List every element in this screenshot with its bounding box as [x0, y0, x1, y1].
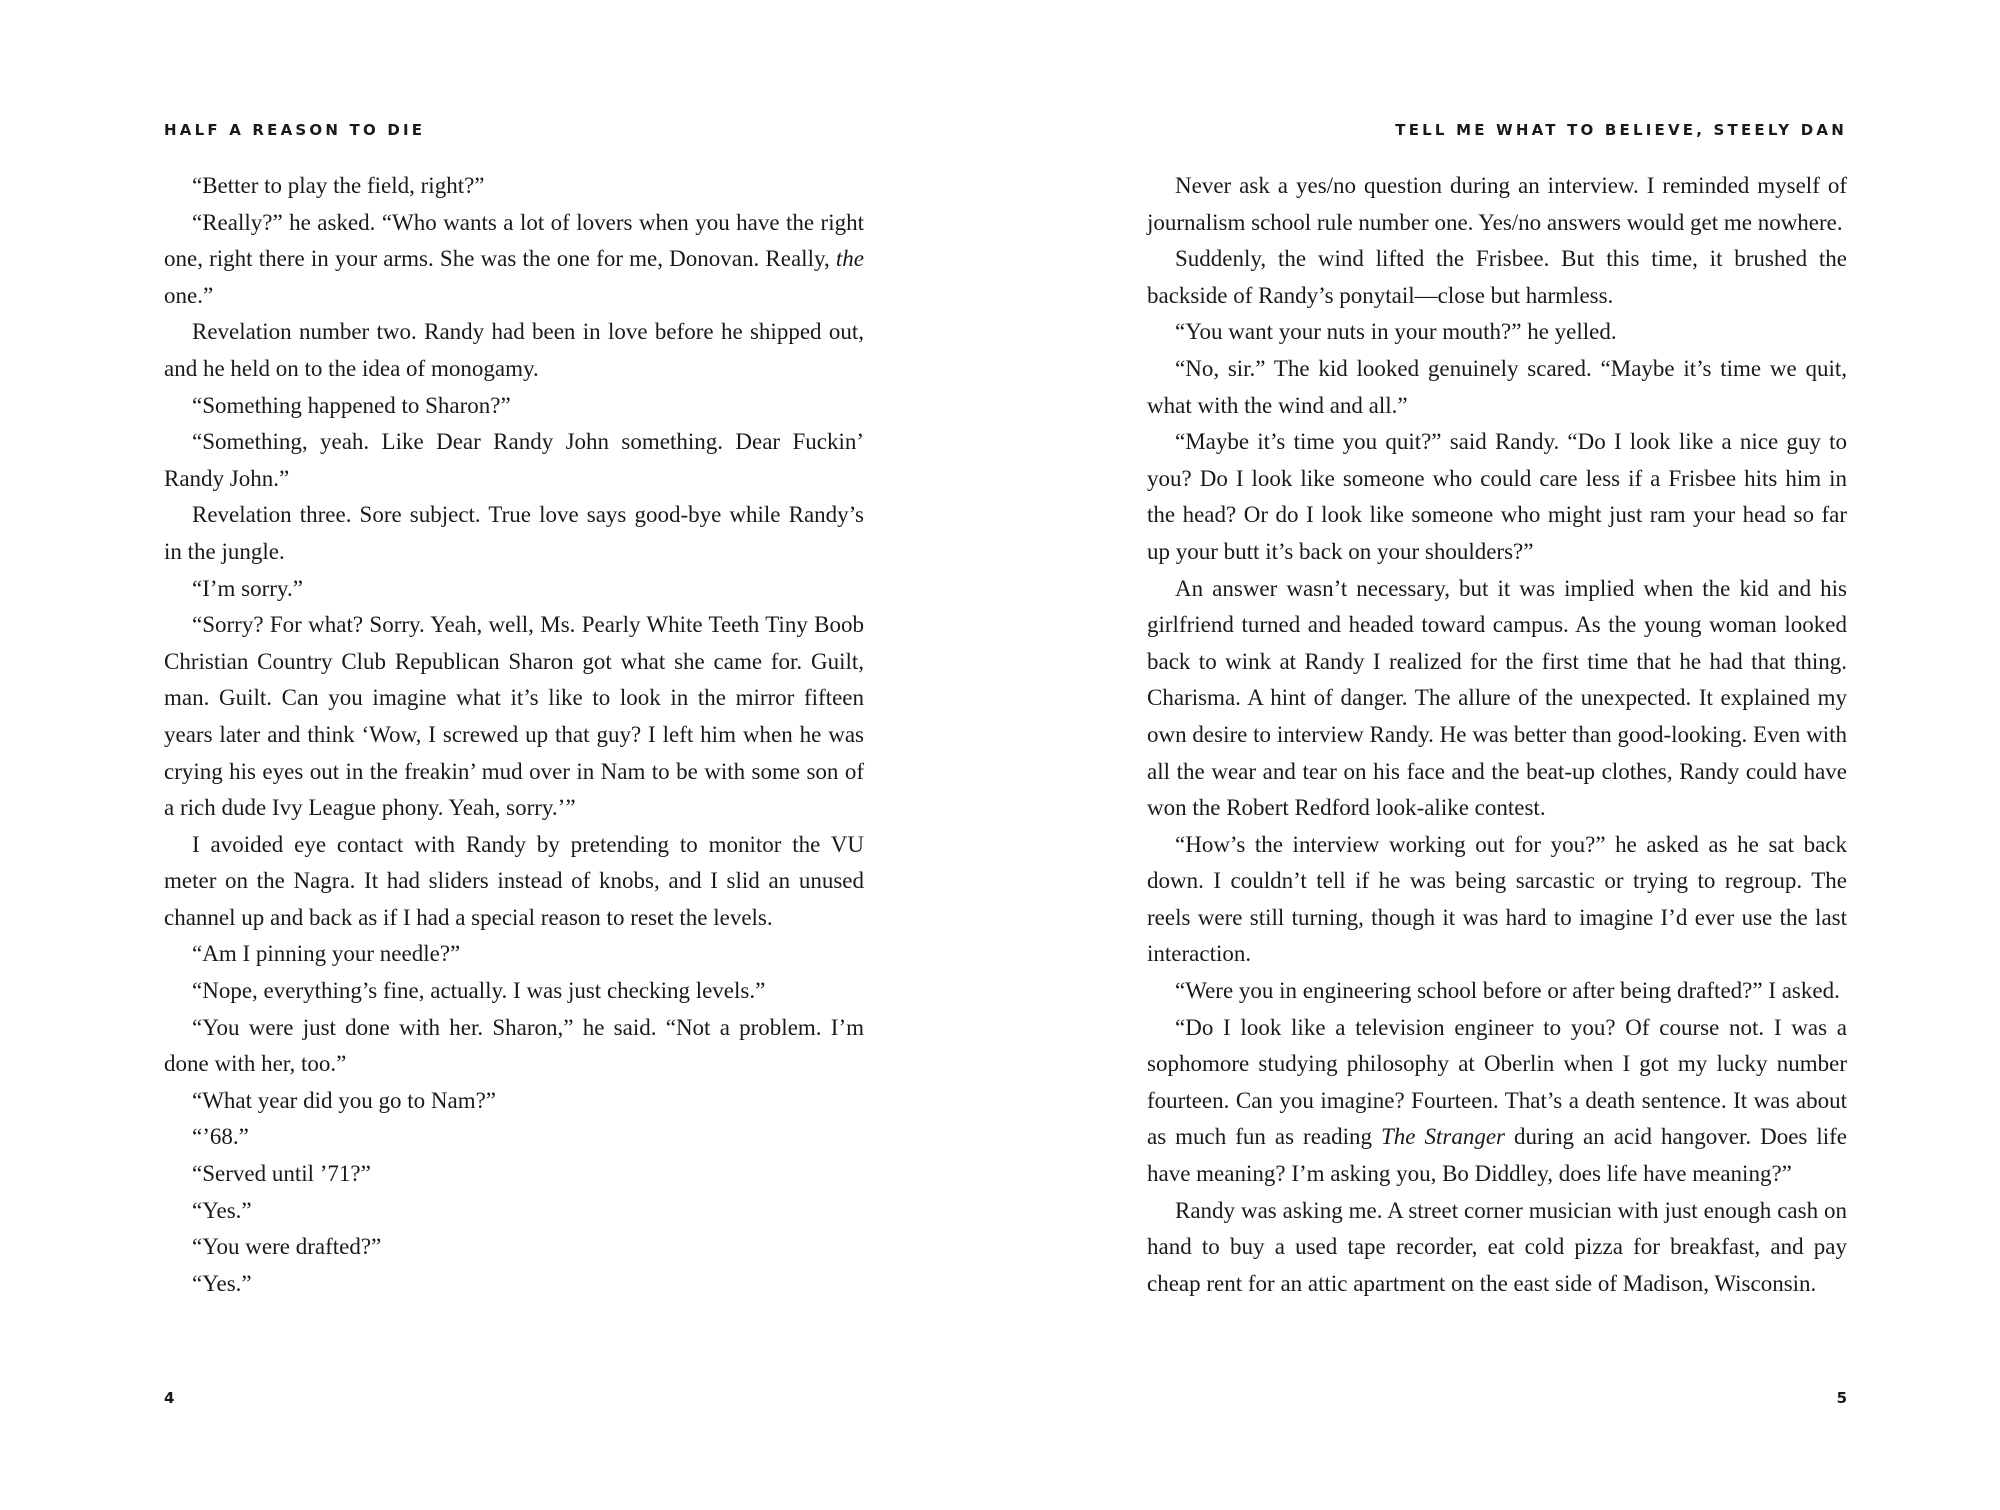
text-span: “Served until ’71?”	[192, 1161, 371, 1187]
body-text	[164, 168, 864, 1302]
page-number: 5	[1836, 1389, 1847, 1407]
paragraph	[164, 1266, 864, 1303]
paragraph	[1147, 827, 1847, 973]
paragraph	[164, 1010, 864, 1083]
text-span: “How’s the interview working out for you?” he asked as he sat back down. I couldn’t tell if he was being sarcastic or trying to regroup. The reels were still turning, though it was hard to imagine I’d ever use the last interaction.	[1147, 831, 1847, 967]
text-span: “’68.”	[192, 1124, 249, 1150]
page-number: 4	[164, 1389, 175, 1407]
text-span: Revelation three. Sore subject. True love says good-bye while Randy’s in the jungle.	[164, 502, 864, 564]
paragraph	[164, 827, 864, 937]
paragraph	[1147, 1193, 1847, 1303]
paragraph	[164, 936, 864, 973]
text-span: “I’m sorry.”	[192, 575, 303, 601]
paragraph	[1147, 424, 1847, 570]
text-span: “What year did you go to Nam?”	[192, 1087, 496, 1113]
paragraph	[164, 1229, 864, 1266]
paragraph	[1147, 168, 1847, 241]
paragraph	[164, 1156, 864, 1193]
paragraph	[164, 424, 864, 497]
text-span: “Sorry? For what? Sorry. Yeah, well, Ms. Pearly White Teeth Tiny Boob Christian Country Club Republican Sharon got what she came for. Guilt, man. Guilt. Can you imagine what it’s like to look in the mirror fifteen years later and think ‘Wow, I screwed up that guy? I left him when he was crying his eyes out in the freakin’ mud over in Nam to be with some son of a rich dude Ivy League phony. Yeah, sorry.’”	[164, 612, 864, 821]
paragraph	[164, 973, 864, 1010]
paragraph	[164, 571, 864, 608]
text-span: “Better to play the field, right?”	[192, 173, 485, 198]
paragraph	[1147, 1010, 1847, 1193]
text-span: “Nope, everything’s fine, actually. I was just checking levels.”	[192, 978, 766, 1004]
text-span: An answer wasn’t necessary, but it was implied when the kid and his girlfriend turned and headed toward campus. As the young woman looked back to wink at Randy I realized for the first time that he had that thing. Charisma. A hint of danger. The allure of the unexpected. It explained my own desire to interview Randy. He was better than good-looking. Even with all the wear and tear on his face and the beat-up clothes, Randy could have won the Robert Redford look-alike contest.	[1147, 575, 1847, 821]
text-span: “Really?” he asked. “Who wants a lot of lovers when you have the right one, right there in your arms. She was the one for me, Donovan. Really,	[164, 209, 864, 272]
text-span: “Do I look like a television engineer to you? Of course not. I was a sophomore studying philosophy at Oberlin when I got my lucky number fourteen. Can you imagine? Fourteen. That’s a death sentence. It was about as much fun as reading	[1147, 1014, 1847, 1150]
paragraph	[164, 497, 864, 570]
paragraph	[164, 1193, 864, 1230]
text-span: during an acid hangover. Does life have meaning? I’m asking you, Bo Diddley, does life have meaning?”	[1147, 1124, 1848, 1187]
text-span: “Yes.”	[192, 1270, 252, 1296]
paragraph	[1147, 351, 1847, 424]
paragraph	[164, 314, 864, 387]
paragraph	[1147, 241, 1847, 314]
paragraph	[1147, 314, 1847, 351]
text-span: “Maybe it’s time you quit?” said Randy. “Do I look like a nice guy to you? Do I look like someone who could care less if a Frisbee hits him in the head? Or do I look like someone who might just ram your head so far up your butt it’s back on your shoulders?”	[1147, 429, 1847, 564]
right-page	[1000, 0, 2000, 1510]
text-span: “You want your nuts in your mouth?” he yelled.	[1175, 319, 1617, 345]
text-span: “Something, yeah. Like Dear Randy John something. Dear Fuckin’ Randy John.”	[164, 429, 864, 491]
paragraph	[164, 1119, 864, 1156]
text-span: “Am I pinning your needle?”	[192, 941, 461, 967]
running-head: TELL ME WHAT TO BELIEVE, STEELY DAN	[1395, 121, 1847, 139]
italic-text: the	[835, 246, 864, 272]
paragraph	[1147, 571, 1847, 827]
text-span: Suddenly, the wind lifted the Frisbee. But this time, it brushed the backside of Randy’s ponytail—close but harmless.	[1147, 246, 1847, 308]
italic-text: The Stranger	[1381, 1124, 1506, 1150]
running-head: HALF A REASON TO DIE	[164, 121, 426, 139]
paragraph	[164, 607, 864, 827]
text-span: “Yes.”	[192, 1197, 252, 1223]
paragraph	[164, 168, 864, 205]
text-span: one.”	[164, 282, 214, 308]
paragraph	[164, 1083, 864, 1120]
text-span: “You were just done with her. Sharon,” he said. “Not a problem. I’m done with her, too.”	[164, 1014, 864, 1077]
text-span: Never ask a yes/no question during an interview. I reminded myself of journalism school rule number one. Yes/no answers would get me nowhere.	[1147, 173, 1847, 235]
paragraph	[164, 205, 864, 315]
text-span: Randy was asking me. A street corner musician with just enough cash on hand to buy a used tape recorder, eat cold pizza for breakfast, and pay cheap rent for an attic apartment on the east side of Madison, Wisconsin.	[1147, 1197, 1847, 1296]
paragraph	[164, 388, 864, 425]
text-span: Revelation number two. Randy had been in love before he shipped out, and he held on to the idea of monogamy.	[164, 319, 864, 381]
body-text	[1147, 168, 1847, 1302]
text-span: “No, sir.” The kid looked genuinely scared. “Maybe it’s time we quit, what with the wind and all.”	[1147, 355, 1847, 418]
text-span: I avoided eye contact with Randy by pretending to monitor the VU meter on the Nagra. It had sliders instead of knobs, and I slid an unused channel up and back as if I had a special reason to reset the levels.	[164, 831, 864, 930]
text-span: “You were drafted?”	[192, 1234, 382, 1260]
text-span: “Were you in engineering school before or after being drafted?” I asked.	[1175, 978, 1840, 1004]
text-span: “Something happened to Sharon?”	[192, 392, 511, 418]
paragraph	[1147, 973, 1847, 1010]
